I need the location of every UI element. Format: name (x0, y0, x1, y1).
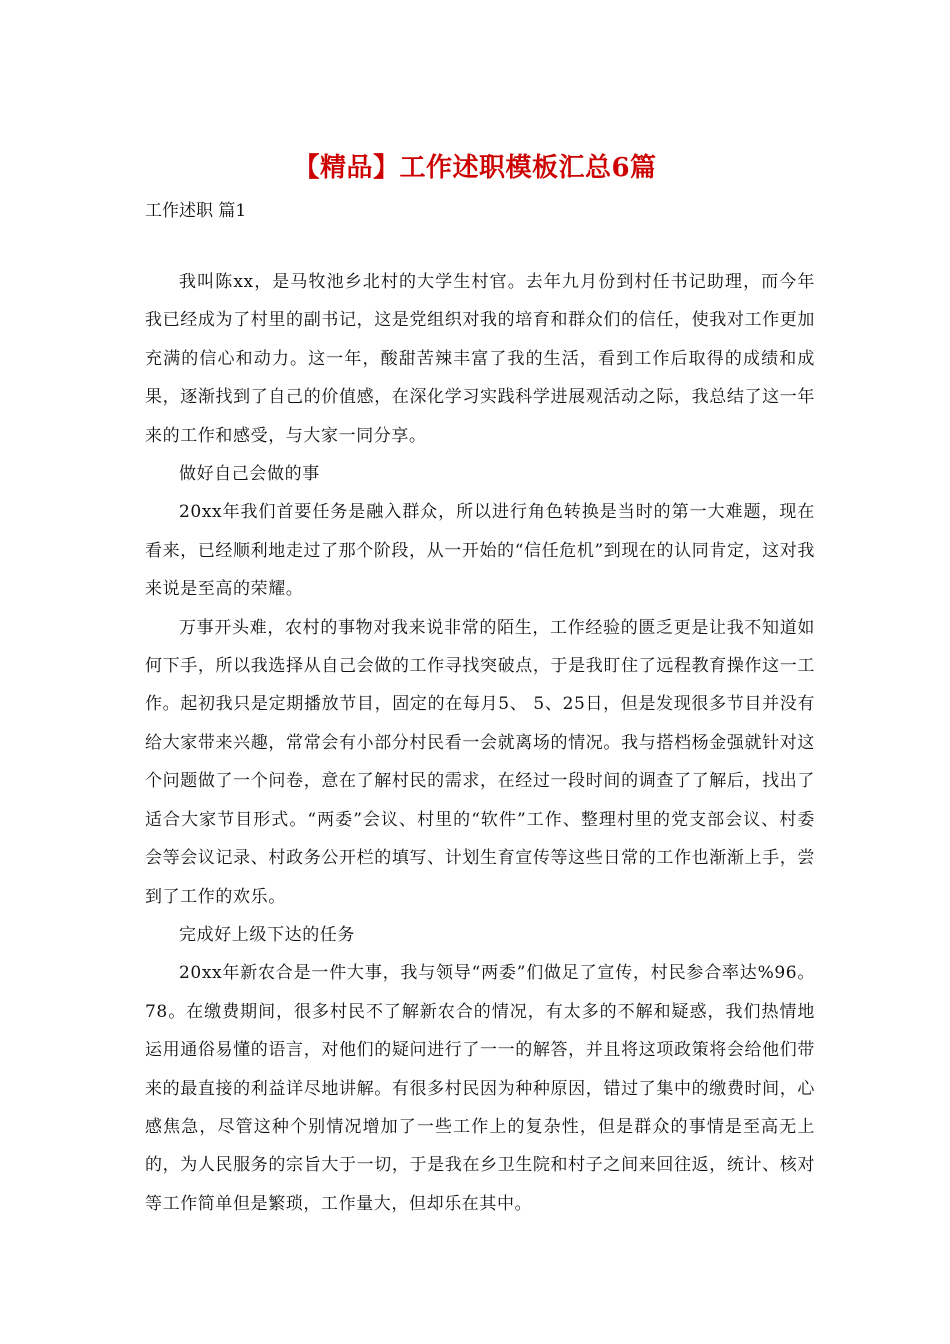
paragraph: 万事开头难，农村的事物对我来说非常的陌生，工作经验的匮乏更是让我不知道如何下手，所以我选择从自己会做的工作寻找突破点，于是我盯住了远程教育操作这一工作。起初我只是定期播放节目，固定的在每月5、 5、25日，但是发现很多节目并没有给大家带来兴趣，常常会有小部分村民看一会就离场的情况。我与搭档杨金强就针对这个问题做了一个问卷，意在了解村民的需求，在经过一段时间的调查了了解后，找出了适合大家节目形式。“两委”会议、村里的“软件”工作、整理村里的党支部会议、村委会等会议记录、村政务公开栏的填写、计划生育宣传等这些日常的工作也渐渐上手，尝到了工作的欢乐。 (145, 617, 815, 907)
paragraph: 20xx年新农合是一件大事，我与领导“两委”们做足了宣传，村民参合率达%96。78。在缴费期间，很多村民不了解新农合的情况，有太多的不解和疑惑，我们热情地运用通俗易懂的语言，对他们的疑问进行了一一的解答，并且将这项政策将会给他们带来的最直接的利益详尽地讲解。有很多村民因为种种原因，错过了集中的缴费时间，心感焦急，尽管这种个别情况增加了一些工作上的复杂性，但是群众的事情是至高无上的，为人民服务的宗旨大于一切，于是我在乡卫生院和村子之间来回往返，统计、核对等工作简单但是繁琐，工作量大，但却乐在其中。 (145, 963, 815, 1214)
paragraph-intro: 我叫陈xx，是马牧池乡北村的大学生村官。去年九月份到村任书记助理，而今年我已经成为了村里的副书记，这是党组织对我的培育和群众们的信任，使我对工作更加充满的信心和动力。这一年，酸甜苦辣丰富了我的生活，看到工作后取得的成绩和成果，逐渐找到了自己的价值感，在深化学习实践科学进展观活动之际，我总结了这一年来的工作和感受，与大家一同分享。 (145, 272, 815, 446)
section-heading: 完成好上级下达的任务 (179, 924, 355, 945)
section-heading: 做好自己会做的事 (179, 464, 320, 485)
document-body (145, 263, 815, 1223)
section-label: 工作述职 篇1 (145, 201, 247, 221)
document-title: 【精品】工作述职模板汇总6篇 (293, 153, 657, 183)
paragraph: 20xx年我们首要任务是融入群众，所以进行角色转换是当时的第一大难题，现在看来，已经顺利地走过了那个阶段，从一开始的“信任危机”到现在的认同肯定，这对我来说是至高的荣耀。 (145, 502, 815, 600)
